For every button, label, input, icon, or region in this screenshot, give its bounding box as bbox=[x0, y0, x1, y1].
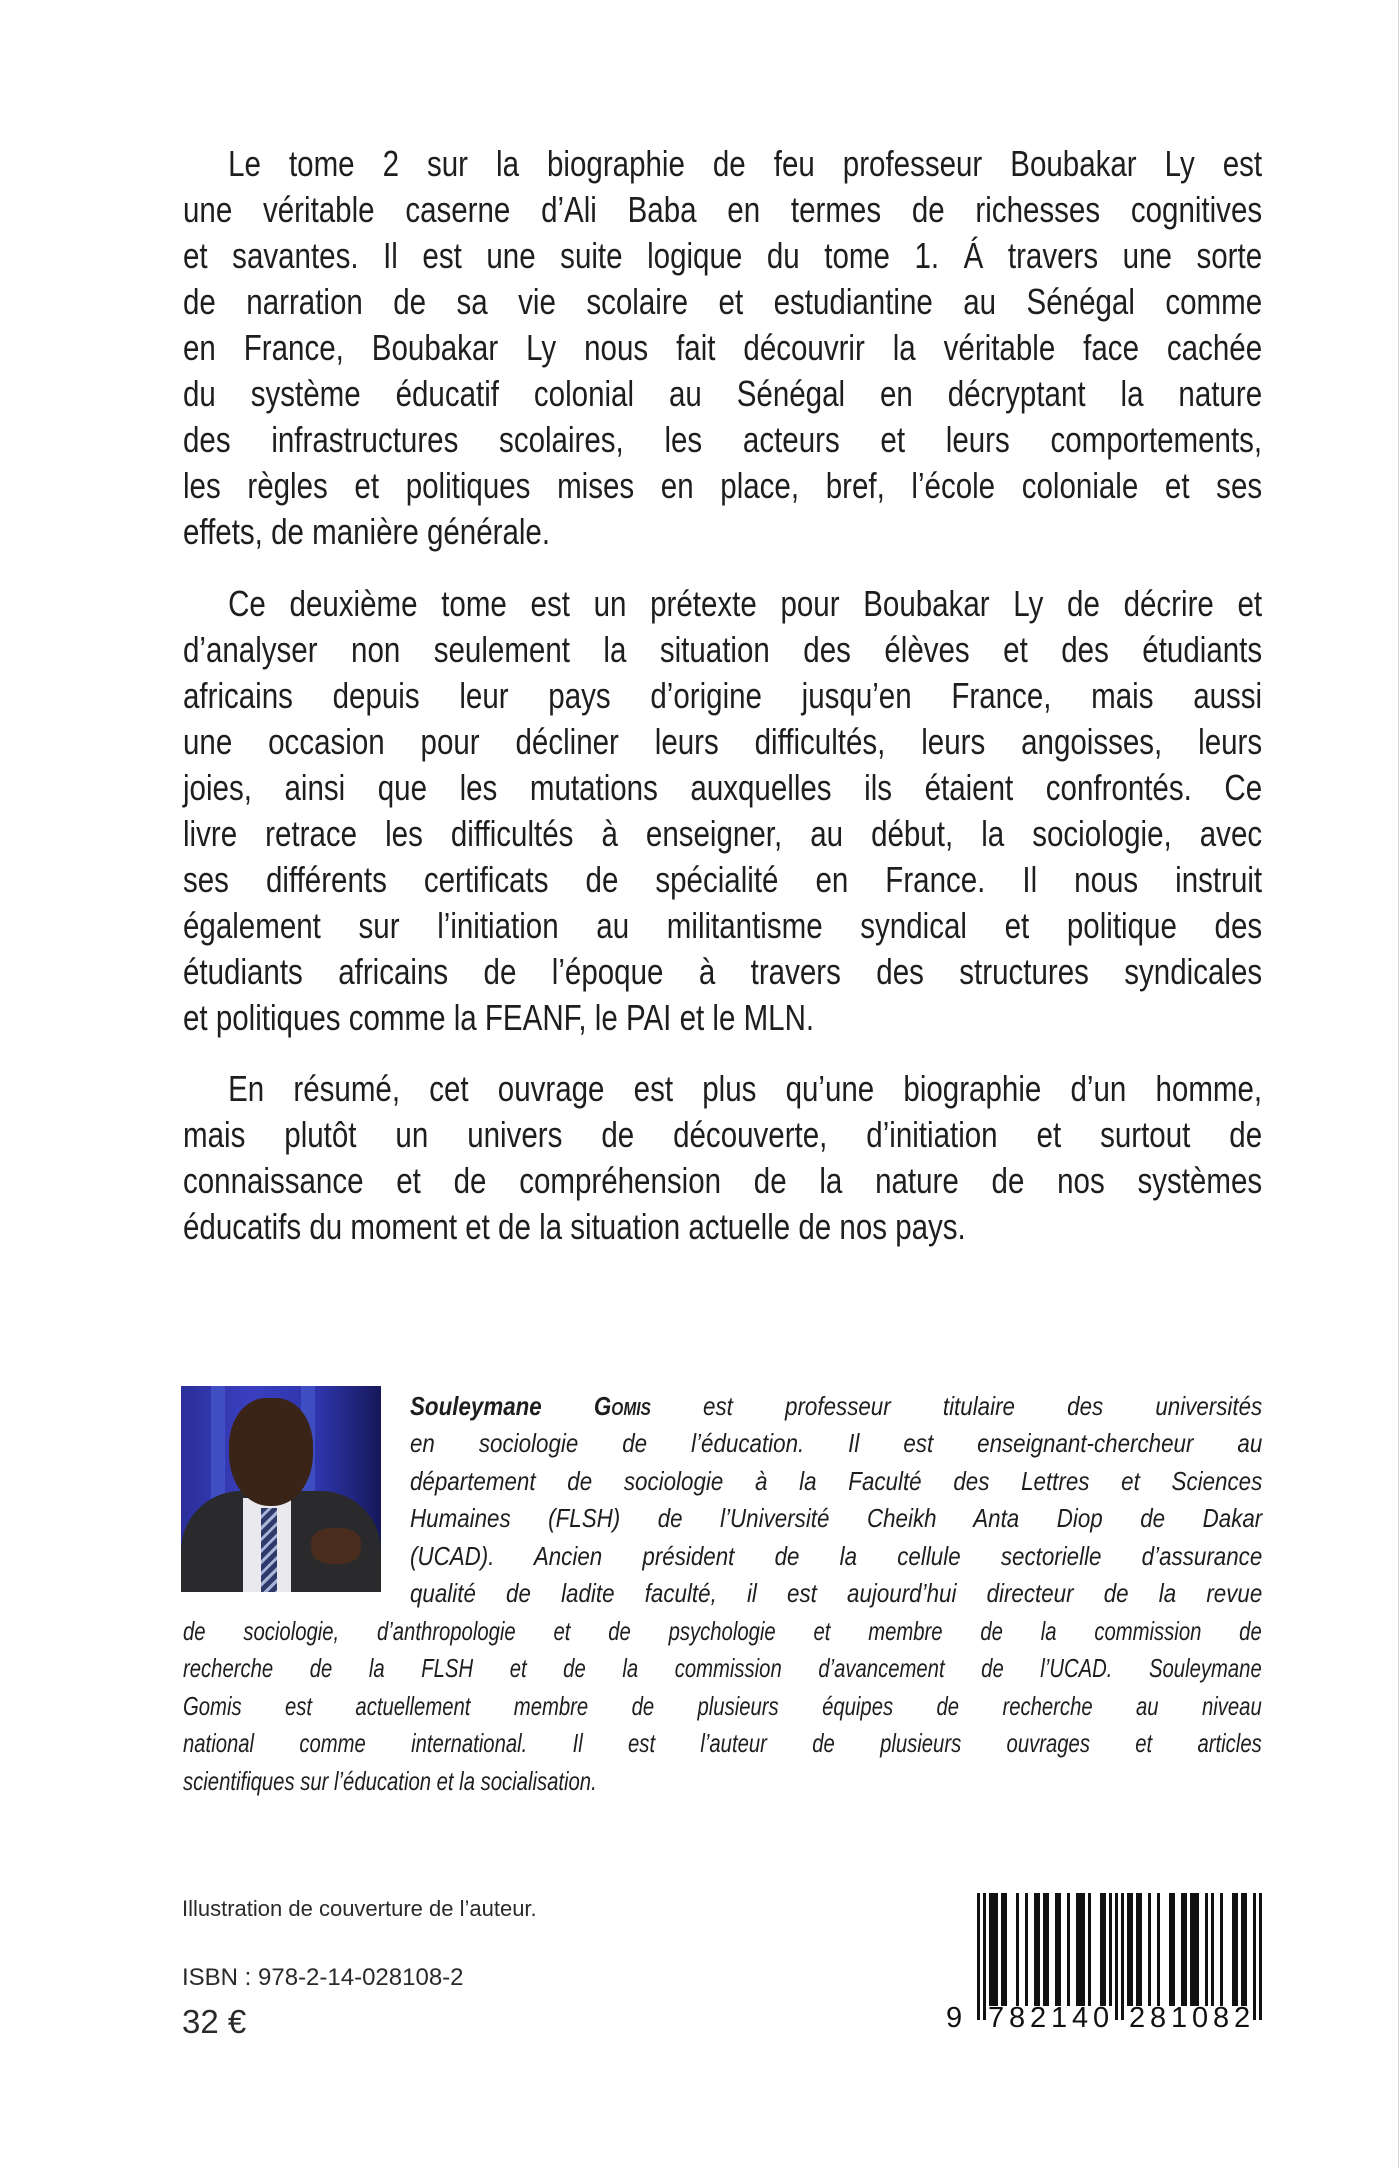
bio-line: Gomis est actuellement membre de plusieurs équipes de recherche au niveau bbox=[183, 1691, 1262, 1721]
photo-hand bbox=[311, 1528, 361, 1564]
barcode-bar bbox=[1121, 1893, 1124, 2020]
isbn-barcode bbox=[944, 1893, 1274, 2033]
barcode-bar bbox=[1115, 1893, 1118, 2020]
bio-line: scientifiques sur l’éducation et la socialisation. bbox=[183, 1766, 597, 1796]
blurb-line: et savantes. Il est une suite logique du tome 1. Á travers une sorte bbox=[183, 235, 1263, 276]
barcode-digit: 2 bbox=[1234, 2002, 1251, 2034]
barcode-digit: 0 bbox=[1192, 2002, 1209, 2034]
blurb-line: une occasion pour décliner leurs difficultés, leurs angoisses, leurs bbox=[183, 721, 1263, 762]
blurb-line: et politiques comme la FEANF, le PAI et le MLN. bbox=[183, 997, 815, 1038]
blurb-line: Le tome 2 sur la biographie de feu professeur Boubakar Ly est bbox=[228, 143, 1263, 184]
barcode-digit: 2 bbox=[1030, 2002, 1047, 2034]
blurb-line: des infrastructures scolaires, les acteurs et leurs comportements, bbox=[183, 419, 1263, 460]
blurb-line: du système éducatif colonial au Sénégal en décryptant la nature bbox=[183, 373, 1263, 414]
blurb-line: de narration de sa vie scolaire et estudiantine au Sénégal comme bbox=[183, 281, 1263, 322]
barcode-bar bbox=[977, 1893, 980, 2020]
bio-line bbox=[410, 1388, 1262, 1425]
page-edge bbox=[1398, 0, 1399, 2168]
barcode-bar bbox=[1169, 1893, 1175, 2006]
barcode-digit: 9 bbox=[946, 2002, 963, 2034]
barcode-bar bbox=[1190, 1893, 1199, 2006]
barcode-bar bbox=[1148, 1893, 1151, 2006]
barcode-bar bbox=[1001, 1893, 1007, 2006]
barcode-bar bbox=[1241, 1893, 1247, 2006]
barcode-bar bbox=[1205, 1893, 1208, 2006]
barcode-bar bbox=[1211, 1893, 1214, 2006]
photo-background-stripe bbox=[211, 1386, 225, 1506]
barcode-bar bbox=[1220, 1893, 1223, 2006]
blurb-line: joies, ainsi que les mutations auxquelles ils étaient confrontés. Ce bbox=[183, 767, 1263, 808]
barcode-bar bbox=[1157, 1893, 1160, 2006]
blurb-line: une véritable caserne d’Ali Baba en termes de richesses cognitives bbox=[183, 189, 1263, 230]
blurb-line: également sur l’initiation au militantisme syndical et politique des bbox=[183, 905, 1263, 946]
barcode-bar bbox=[1067, 1893, 1070, 2006]
blurb-line: étudiants africains de l’époque à travers des structures syndicales bbox=[183, 951, 1263, 992]
blurb-line: livre retrace les difficultés à enseigner, au début, la sociologie, avec bbox=[183, 813, 1263, 854]
bio-line: en sociologie de l’éducation. Il est enseignant-chercheur au bbox=[410, 1428, 1263, 1458]
bio-line: national comme international. Il est l’auteur de plusieurs ouvrages et articles bbox=[183, 1728, 1262, 1758]
barcode-bar bbox=[1109, 1893, 1112, 2006]
blurb-line: Ce deuxième tome est un prétexte pour Boubakar Ly de décrire et bbox=[228, 583, 1263, 624]
barcode-digit: 8 bbox=[1009, 2002, 1026, 2034]
barcode-bar bbox=[1181, 1893, 1187, 2006]
barcode-bar bbox=[1076, 1893, 1085, 2006]
author-name: Souleymane Gomis bbox=[410, 1391, 651, 1421]
barcode-digit: 4 bbox=[1072, 2002, 1089, 2034]
blurb-line: en France, Boubakar Ly nous fait découvrir la véritable face cachée bbox=[183, 327, 1263, 368]
blurb-line: les règles et politiques mises en place, bref, l’école coloniale et ses bbox=[183, 465, 1263, 506]
blurb-line: éducatifs du moment et de la situation actuelle de nos pays. bbox=[183, 1206, 966, 1247]
cover-illustration-credit: Illustration de couverture de l’auteur. bbox=[182, 1896, 537, 1921]
barcode-bar bbox=[1025, 1893, 1028, 2006]
barcode-bar bbox=[983, 1893, 986, 2020]
barcode-bar bbox=[1127, 1893, 1133, 2006]
barcode-digit: 1 bbox=[1051, 2002, 1068, 2034]
bio-line: Humaines (FLSH) de l’Université Cheikh Anta Diop de Dakar bbox=[410, 1503, 1263, 1533]
barcode-digit: 7 bbox=[988, 2002, 1005, 2034]
blurb-line: d’analyser non seulement la situation des élèves et des étudiants bbox=[183, 629, 1263, 670]
author-photo bbox=[181, 1386, 381, 1592]
barcode-digit: 0 bbox=[1093, 2002, 1110, 2034]
price: 32 € bbox=[182, 2003, 247, 2040]
bio-line: (UCAD). Ancien président de la cellule sectorielle d’assurance bbox=[410, 1541, 1263, 1571]
photo-head bbox=[229, 1398, 313, 1506]
barcode-digit: 8 bbox=[1213, 2002, 1230, 2034]
barcode-bar bbox=[1016, 1893, 1019, 2006]
blurb-line: mais plutôt un univers de découverte, d’initiation et surtout de bbox=[183, 1114, 1263, 1155]
bio-line: département de sociologie à la Faculté des Lettres et Sciences bbox=[410, 1466, 1263, 1496]
barcode-bar bbox=[1100, 1893, 1106, 2006]
bio-first-line-text: est professeur titulaire des universités bbox=[703, 1391, 1263, 1421]
blurb-line: ses différents certificats de spécialité en France. Il nous instruit bbox=[183, 859, 1263, 900]
barcode-digit: 8 bbox=[1150, 2002, 1167, 2034]
blurb-line: effets, de manière générale. bbox=[183, 511, 551, 552]
barcode-bar bbox=[1259, 1893, 1262, 2020]
barcode-bar bbox=[1136, 1893, 1142, 2006]
barcode-bar bbox=[1088, 1893, 1091, 2006]
blurb-line: En résumé, cet ouvrage est plus qu’une biographie d’un homme, bbox=[228, 1068, 1263, 1109]
photo-tie bbox=[261, 1508, 277, 1592]
bio-line: qualité de ladite faculté, il est aujourd’hui directeur de la revue bbox=[410, 1578, 1263, 1608]
blurb-line: africains depuis leur pays d’origine jusqu’en France, mais aussi bbox=[183, 675, 1263, 716]
barcode-bar bbox=[1232, 1893, 1238, 2006]
barcode-bar bbox=[1043, 1893, 1049, 2006]
bio-line: recherche de la FLSH et de la commission d’avancement de l’UCAD. Souleymane bbox=[183, 1653, 1262, 1683]
blurb-line: connaissance et de compréhension de la nature de nos systèmes bbox=[183, 1160, 1263, 1201]
bio-line: de sociologie, d’anthropologie et de psychologie et membre de la commission de bbox=[183, 1616, 1262, 1646]
barcode-digit: 1 bbox=[1171, 2002, 1188, 2034]
barcode-bar bbox=[1034, 1893, 1040, 2006]
barcode-bar bbox=[1055, 1893, 1061, 2006]
isbn: ISBN : 978-2-14-028108-2 bbox=[182, 1964, 464, 1991]
barcode-digit: 2 bbox=[1129, 2002, 1146, 2034]
barcode-bar bbox=[989, 1893, 998, 2006]
barcode-bar bbox=[1253, 1893, 1256, 2020]
